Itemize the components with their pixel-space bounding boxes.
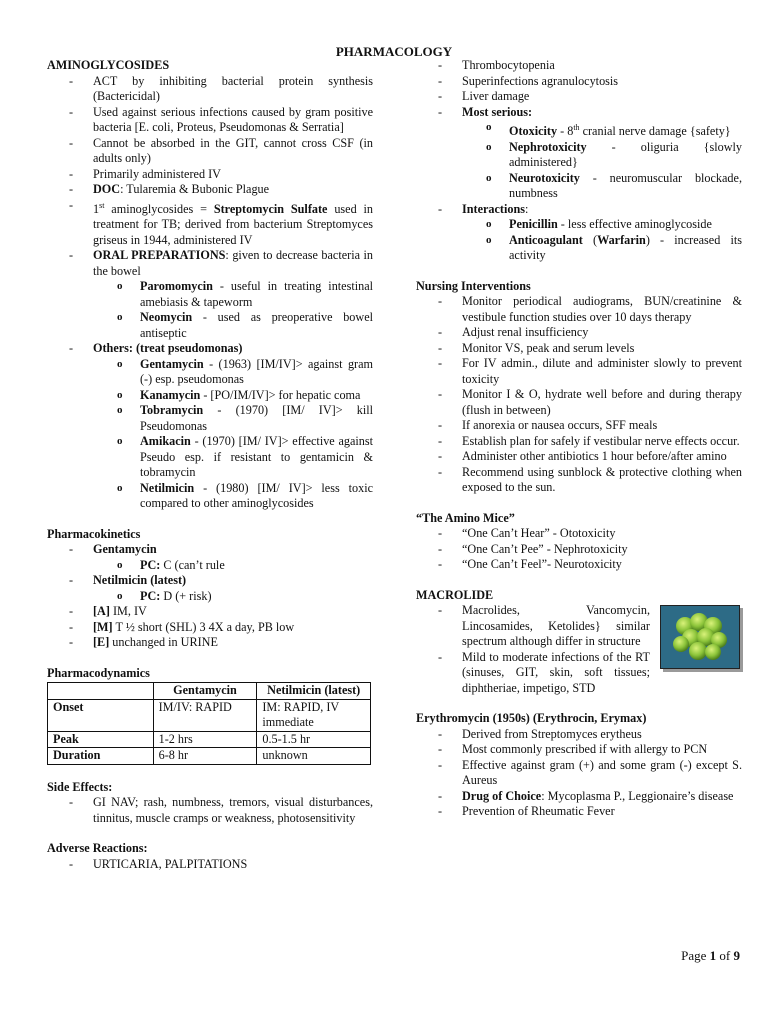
table-cell: Onset — [48, 699, 154, 731]
current-page: 1 — [709, 948, 717, 963]
table-cell: IM/IV: RAPID — [153, 699, 257, 731]
table-header-cell: Netilmicin (latest) — [257, 683, 371, 700]
nursing-interventions-list — [416, 294, 742, 496]
drug-name: Kanamycin — [140, 387, 201, 402]
pharmacodynamics-table — [47, 682, 371, 765]
drug-desc: - (1980) [IM/ IV]> less toxic compared to other aminoglycosides — [140, 480, 373, 511]
toxicity-desc: cranial nerve damage {safety} — [579, 124, 731, 139]
list-item — [47, 604, 373, 620]
drug-name: Anticoagulant — [509, 232, 583, 247]
drug-name: Gentamycin — [140, 356, 204, 371]
list-item: - Adjust renal insufficiency — [416, 325, 742, 341]
drug-name: Tobramycin — [140, 403, 204, 418]
drug-desc: - used as preoperative bowel antiseptic — [140, 310, 373, 340]
sublist — [47, 558, 373, 574]
nursing-interventions-heading: Nursing Interventions — [416, 278, 531, 293]
others-sublist — [47, 357, 373, 512]
sub-item — [416, 217, 742, 233]
sub-item — [416, 140, 742, 171]
adverse-reactions-heading: Adverse Reactions: — [47, 841, 148, 856]
list-item — [416, 202, 742, 264]
pc-label: PC: — [140, 557, 161, 572]
list-item: - URTICARIA, PALPITATIONS — [47, 857, 373, 873]
list-item — [47, 248, 373, 341]
list-item — [47, 341, 373, 512]
first-text: aminoglycosides = — [104, 201, 214, 216]
list-item — [416, 105, 742, 202]
sub-item — [47, 310, 373, 341]
oral-label: ORAL PREPARATIONS — [93, 248, 226, 263]
list-item — [47, 620, 373, 636]
pc-text: D (+ risk) — [160, 588, 212, 603]
most-serious-sublist — [416, 120, 742, 202]
list-item: - Liver damage — [416, 89, 742, 105]
sub-item — [47, 589, 373, 605]
macrolide-block — [416, 603, 742, 696]
list-item — [47, 573, 373, 604]
list-item: - For IV admin., dilute and administer slowly to prevent toxicity — [416, 356, 742, 387]
list-item: - “One Can’t Pee” - Nephrotoxicity — [416, 542, 742, 558]
left-column — [47, 58, 373, 872]
side-effects-list — [47, 795, 373, 826]
others-label: Others: (treat pseudomonas) — [93, 341, 243, 356]
drug-name: Paromomycin — [140, 279, 213, 294]
table-row — [48, 748, 371, 765]
list-item: - Monitor I & O, hydrate well before and during therapy (flush in between) — [416, 387, 742, 418]
drug-name: Penicillin — [509, 217, 558, 232]
sub-item — [47, 481, 373, 512]
doc-label: Drug of Choice — [462, 788, 542, 803]
list-item: - GI NAV; rash, numbness, tremors, visual disturbances, tinnitus, muscle cramps or weakness, photosensitivity — [47, 795, 373, 826]
paren-open: ( — [582, 232, 598, 247]
macrolide-heading: MACROLIDE — [416, 587, 494, 602]
list-item: - Used against serious infections caused by gram positive bacteria [E. coli, Proteus, Pseudomonas & Serratia] — [47, 105, 373, 136]
list-item: - Macrolides, Vancomycin, Lincosamides, Ketolides} similar spectrum although differ in structure — [416, 603, 742, 650]
drug-desc: - less effective aminoglycoside — [557, 217, 712, 232]
sublist — [47, 589, 373, 605]
list-item — [47, 635, 373, 651]
drug-desc: - (1963) [IM/IV]> against gram (-) esp. pseudomonas — [140, 356, 373, 387]
pc-text: C (can’t rule — [160, 557, 225, 572]
toxicity-desc: - oliguria {slowly administered} — [509, 139, 742, 170]
amino-mice-heading: “The Amino Mice” — [416, 510, 515, 525]
pk-text: unchanged in URINE — [109, 635, 218, 650]
table-header-cell: Gentamycin — [153, 683, 257, 700]
streptomycin-name: Streptomycin Sulfate — [213, 201, 328, 216]
oral-text: : given to decrease bacteria in the bowel — [93, 248, 373, 278]
page-word: Page — [681, 948, 710, 963]
toxicity-name: Otoxicity — [509, 124, 558, 139]
table-cell: 1-2 hrs — [153, 731, 257, 748]
ordinal: 1 — [93, 201, 100, 216]
list-item: - Superinfections agranulocytosis — [416, 74, 742, 90]
drug-name: Gentamycin — [93, 542, 157, 557]
sub-item — [47, 558, 373, 574]
drug-desc: - useful in treating intestinal amebiasis & tapeworm — [140, 279, 373, 309]
sub-item — [47, 279, 373, 310]
sub-item — [47, 403, 373, 434]
list-item: - ACT by inhibiting bacterial protein synthesis (Bactericidal) — [47, 74, 373, 105]
list-item — [416, 789, 742, 805]
list-item: - Mild to moderate infections of the RT (sinuses, GIT, skin, soft tissues; diphtheriae, impetigo, STD — [416, 650, 742, 697]
interactions-sublist — [416, 217, 742, 264]
of-word: of — [716, 948, 734, 963]
drug-desc: - [PO/IM/IV]> for hepatic coma — [200, 387, 361, 402]
most-serious-label: Most serious: — [462, 104, 533, 119]
list-item: - Establish plan for safely if vestibular nerve effects occur. — [416, 434, 742, 450]
pharmacokinetics-heading: Pharmacokinetics — [47, 526, 141, 541]
list-item: - Most commonly prescribed if with allergy to PCN — [416, 742, 742, 758]
table-cell: 6-8 hr — [153, 748, 257, 765]
table-header-row — [48, 683, 371, 700]
list-item: - Primarily administered IV — [47, 167, 373, 183]
erythromycin-list — [416, 727, 742, 820]
list-item: - Effective against gram (+) and some gram (-) except S. Aureus — [416, 758, 742, 789]
aminoglycosides-heading: AMINOGLYCOSIDES — [47, 58, 170, 72]
pharmacokinetics-list — [47, 542, 373, 651]
pk-label: [E] — [93, 635, 110, 650]
doc-text: : Tularemia & Bubonic Plague — [120, 182, 270, 196]
list-item: - Recommend using sunblock & protective clothing when exposed to the sun. — [416, 465, 742, 496]
list-item: - Prevention of Rheumatic Fever — [416, 804, 742, 820]
list-item: - Administer other antibiotics 1 hour before/after amino — [416, 449, 742, 465]
drug-name: Netilmicin (latest) — [93, 573, 187, 588]
table-cell: Peak — [48, 731, 154, 748]
toxicity-name: Nephrotoxicity — [509, 139, 587, 154]
doc-text: : Mycoplasma P., Leggionaire’s disease — [541, 788, 734, 803]
sub-item — [416, 171, 742, 202]
aminoglycosides-list — [47, 74, 373, 512]
interactions-label: Interactions — [462, 201, 525, 216]
side-effects-heading: Side Effects: — [47, 779, 113, 794]
page-number — [681, 948, 740, 964]
drug-name: Amikacin — [140, 434, 191, 449]
pk-text: IM, IV — [109, 604, 147, 619]
list-item: - Monitor periodical audiograms, BUN/creatinine & vestibule function studies over 10 days therapy — [416, 294, 742, 325]
table-cell: Duration — [48, 748, 154, 765]
list-item — [47, 182, 373, 198]
right-column — [416, 58, 742, 820]
pharmacodynamics-heading: Pharmacodynamics — [47, 665, 150, 680]
list-item: - Monitor VS, peak and serum levels — [416, 341, 742, 357]
list-item: - “One Can’t Hear” - Ototoxicity — [416, 526, 742, 542]
table-cell: IM: RAPID, IV immediate — [257, 699, 371, 731]
toxicity-desc: - neuromuscular blockade, numbness — [509, 170, 742, 201]
oral-sublist — [47, 279, 373, 341]
drug-name: Neomycin — [140, 310, 193, 325]
first-desc: used in treatment for TB; derived from bacterium Streptomyces griseus in 1944, administered IV — [93, 201, 374, 247]
pc-label: PC: — [140, 588, 161, 603]
toxicity-name: Neurotoxicity — [509, 170, 580, 185]
drug-name: Warfarin — [597, 232, 646, 247]
macrolide-list — [416, 603, 742, 696]
total-pages: 9 — [733, 948, 740, 963]
drug-desc: - (1970) [IM/ IV]> kill Pseudomonas — [140, 403, 373, 433]
pk-label: [A] — [93, 604, 110, 619]
interactions-colon: : — [524, 201, 529, 216]
page-title: PHARMACOLOGY — [335, 44, 453, 59]
table-row — [48, 699, 371, 731]
pk-label: [M] — [93, 619, 113, 634]
doc-label: DOC — [93, 182, 121, 196]
list-item: - If anorexia or nausea occurs, SFF meals — [416, 418, 742, 434]
sub-item — [47, 434, 373, 481]
table-row — [48, 731, 371, 748]
sub-item — [416, 233, 742, 264]
list-item — [47, 542, 373, 573]
amino-mice-list — [416, 526, 742, 573]
sub-item — [416, 120, 742, 140]
pk-text: T ½ short (SHL) 3 4X a day, PB low — [112, 619, 295, 634]
table-cell: 0.5-1.5 hr — [257, 731, 371, 748]
list-item: - “One Can’t Feel”- Neurotoxicity — [416, 557, 742, 573]
drug-desc: ) - increased its activity — [509, 232, 742, 263]
toxicity-pre: - 8 — [557, 124, 574, 139]
continued-list — [416, 58, 742, 264]
list-item: - Derived from Streptomyces erytheus — [416, 727, 742, 743]
sub-item — [47, 357, 373, 388]
list-item — [47, 198, 373, 249]
table-cell: unknown — [257, 748, 371, 765]
table-header-cell — [48, 683, 154, 700]
adverse-reactions-list — [47, 857, 373, 873]
ordinal-suffix: st — [99, 200, 105, 210]
list-item: - Cannot be absorbed in the GIT, cannot cross CSF (in adults only) — [47, 136, 373, 167]
drug-desc: - (1970) [IM/ IV]> effective against Pseudo esp. if resistant to gentamicin & tobramycin — [140, 434, 373, 480]
drug-name: Netilmicin — [140, 480, 195, 495]
erythromycin-heading: Erythromycin (1950s) (Erythrocin, Erymax) — [416, 711, 647, 726]
sub-item — [47, 388, 373, 404]
list-item: - Thrombocytopenia — [416, 58, 742, 74]
ordinal-suffix: th — [573, 123, 580, 132]
